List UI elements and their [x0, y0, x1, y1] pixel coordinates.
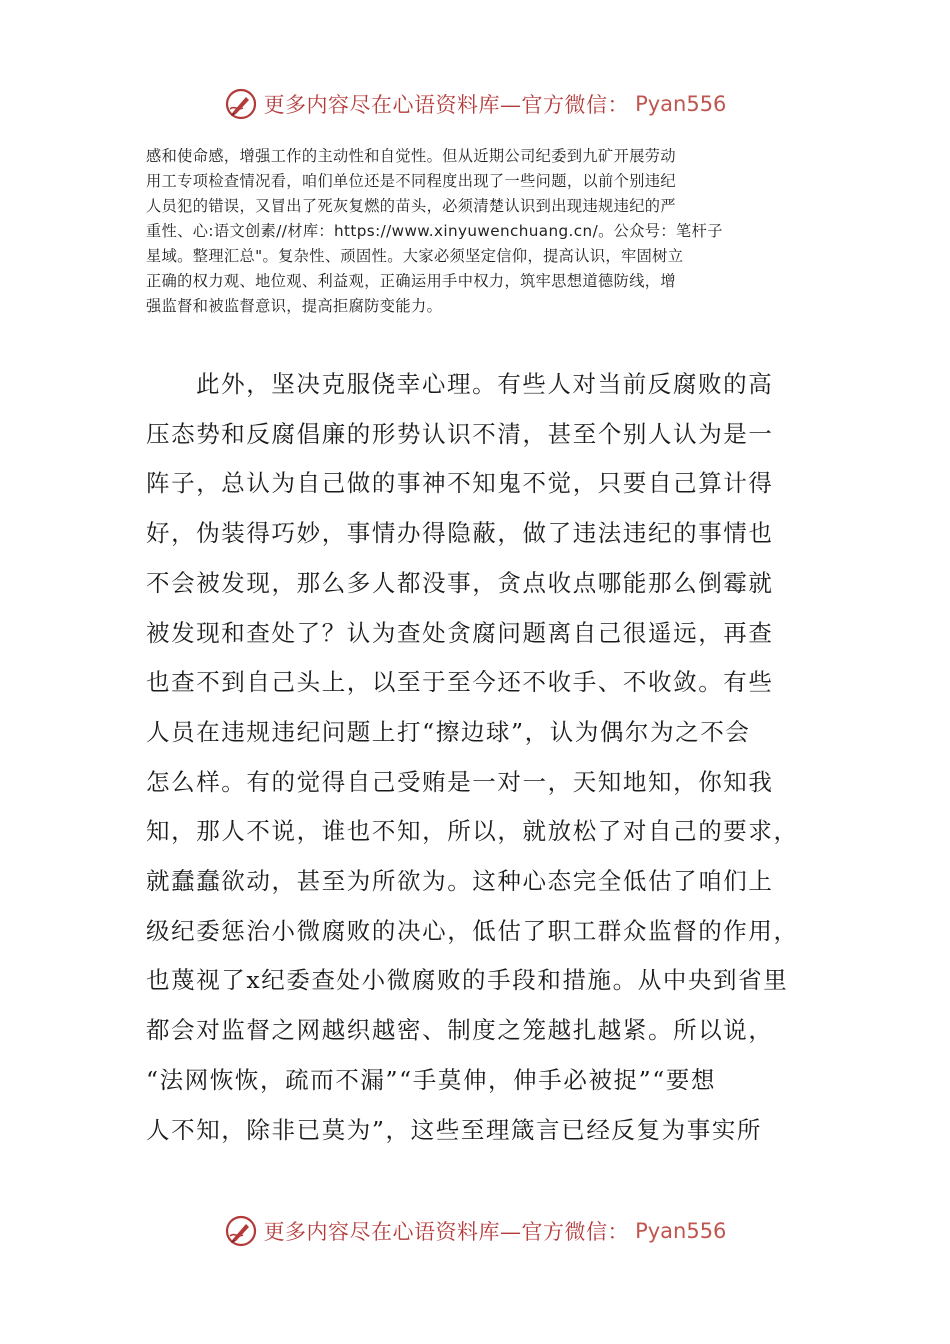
banner-wechat-handle: Pyan556: [635, 92, 727, 116]
banner-content: [224, 87, 727, 121]
banner-content: [224, 1214, 727, 1248]
pen-logo-icon: [224, 87, 258, 121]
intro-line: 感和使命感，增强工作的主动性和自觉性。但从近期公司纪委到九矿开展劳动: [146, 147, 676, 165]
intro-line: 重性、心:语文创素//材库：https://www.xinyuwenchuang.cn/。公众号：笔杆子: [146, 222, 723, 240]
body-line: 知，那人不说，谁也不知，所以，就放松了对自己的要求，: [146, 817, 799, 846]
banner-text: 更多内容尽在心语资料库—官方微信：: [263, 93, 630, 117]
pen-logo-icon: [224, 1214, 258, 1248]
body-line: 级纪委惩治小微腐败的决心，低估了职工群众监督的作用，: [146, 916, 799, 945]
body-line: “法网恢恢，疏而不漏”“手莫伸，伸手必被捉”“要想: [146, 1065, 717, 1094]
body-line: 阵子，总认为自己做的事神不知鬼不觉，只要自己算计得: [146, 469, 774, 498]
body-line: 都会对监督之网越织越密、制度之笼越扎越紧。所以说，: [146, 1016, 774, 1045]
body-paragraph: [146, 360, 806, 1155]
body-line: 怎么样。有的觉得自己受贿是一对一，天知地知，你知我: [146, 767, 774, 796]
body-line: 也查不到自己头上，以至于至今还不收手、不收敛。有些: [146, 668, 774, 697]
footer-banner: [0, 1207, 950, 1255]
body-line: 压态势和反腐倡廉的形势认识不清，甚至个别人认为是一: [146, 419, 774, 448]
intro-line: 星域。整理汇总"。复杂性、顽固性。大家必须坚定信仰，提高认识，牢固树立: [146, 247, 684, 265]
intro-line: 强监督和被监督意识，提高拒腐防变能力。: [146, 297, 443, 315]
header-banner: [0, 80, 950, 128]
intro-line: 人员犯的错误，又冒出了死灰复燃的苗头，必须清楚认识到出现违规违纪的严: [146, 197, 676, 215]
intro-line: 正确的权力观、地位观、利益观，正确运用手中权力，筑牢思想道德防线，增: [146, 272, 676, 290]
body-line: 人员在违规违纪问题上打“擦边球”，认为偶尔为之不会: [146, 717, 751, 746]
body-line: 就蠢蠢欲动，甚至为所欲为。这种心态完全低估了咱们上: [146, 867, 774, 896]
body-line: 不会被发现，那么多人都没事，贪点收点哪能那么倒霉就: [146, 568, 774, 597]
intro-paragraph: [146, 144, 806, 319]
body-line: 好，伪装得巧妙，事情办得隐蔽，做了违法违纪的事情也: [146, 519, 774, 548]
banner-wechat-handle: Pyan556: [635, 1219, 727, 1243]
body-line: 被发现和查处了？认为查处贪腐问题离自己很遥远，再查: [146, 618, 774, 647]
body-line: 也蔑视了x纪委查处小微腐败的手段和措施。从中央到省里: [146, 966, 789, 995]
body-line: 此外，坚决克服侥幸心理。有些人对当前反腐败的高: [196, 370, 774, 398]
banner-text: 更多内容尽在心语资料库—官方微信：: [263, 1220, 630, 1244]
body-line: 人不知，除非已莫为”，这些至理箴言已经反复为事实所: [146, 1115, 763, 1144]
intro-line: 用工专项检查情况看，咱们单位还是不同程度出现了一些问题，以前个别违纪: [146, 172, 676, 190]
